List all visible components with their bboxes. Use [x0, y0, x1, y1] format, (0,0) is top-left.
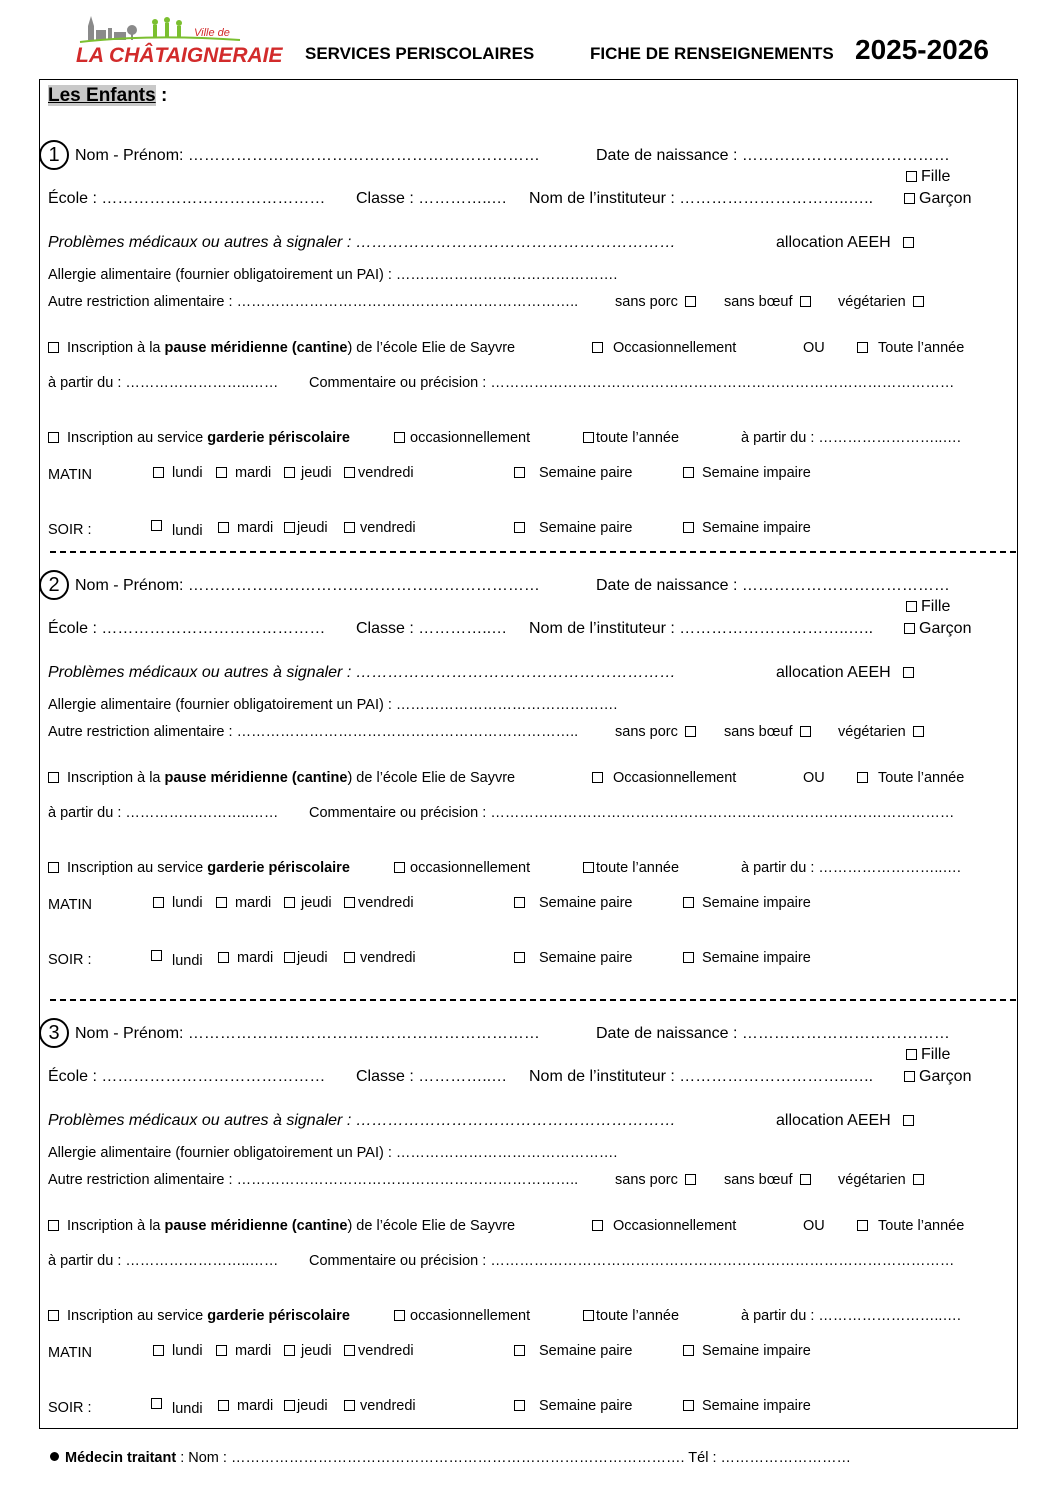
soir-lundi-label: lundi — [172, 953, 203, 969]
sans-boeuf-label: sans bœuf — [724, 724, 793, 740]
garcon-checkbox[interactable] — [904, 1071, 915, 1082]
garderie-toute-annee-option[interactable] — [583, 1308, 679, 1324]
matin-mardi-option[interactable] — [216, 1343, 271, 1359]
cantine-pre: Inscription à la — [67, 770, 165, 786]
town-logo — [70, 14, 283, 70]
cantine-occasionnel-checkbox[interactable] — [592, 342, 603, 353]
garcon-checkbox[interactable] — [904, 193, 915, 204]
matin-lundi-option[interactable] — [153, 465, 203, 481]
section-title-text: Les Enfants — [48, 85, 156, 106]
soir-semaine-paire-label: Semaine paire — [539, 1398, 633, 1414]
soir-mardi-label: mardi — [237, 1398, 274, 1414]
soir-vendredi-label: vendredi — [360, 1398, 416, 1414]
date-naissance-field[interactable]: Date de naissance : ………………………………… — [596, 147, 950, 164]
vegetarien-option[interactable] — [838, 294, 928, 310]
garderie-toute-annee-checkbox[interactable] — [583, 432, 594, 443]
cantine-bold: pause méridienne (cantine — [164, 770, 348, 786]
matin-semaine-impaire-label: Semaine impaire — [702, 895, 811, 911]
garderie-pre: Inscription au service — [67, 860, 208, 876]
medecin-fields[interactable]: : Nom : …………………………………………………………………………………. Tél : ……………………… — [176, 1450, 851, 1466]
aeeh-option[interactable] — [776, 1112, 918, 1130]
matin-semaine-impaire-option[interactable] — [683, 895, 811, 911]
garderie-occasionnel-label: occasionnellement — [410, 1308, 531, 1324]
cantine-checkbox[interactable] — [48, 1220, 59, 1231]
soir-jeudi-checkbox[interactable] — [284, 1400, 295, 1411]
child-number: 3 — [39, 1018, 69, 1048]
sans-porc-label: sans porc — [615, 294, 678, 310]
matin-semaine-paire-checkbox[interactable] — [514, 1345, 525, 1356]
commentaire-field[interactable]: Commentaire ou précision : …………………………………………………………………………………… — [309, 375, 955, 391]
fille-option[interactable] — [906, 1046, 950, 1064]
matin-jeudi-label: jeudi — [301, 465, 332, 481]
matin-lundi-checkbox[interactable] — [153, 1345, 164, 1356]
vegetarien-checkbox[interactable] — [913, 1174, 924, 1185]
matin-vendredi-option[interactable] — [344, 465, 414, 481]
soir-semaine-impaire-option[interactable] — [683, 950, 811, 966]
soir-jeudi-label: jeudi — [297, 950, 328, 966]
sans-boeuf-option[interactable] — [724, 294, 815, 310]
garderie-toute-annee-label: toute l’année — [596, 1308, 680, 1324]
logo-town-name: LA CHÂTAIGNERAIE — [76, 44, 283, 67]
soir-vendredi-option[interactable] — [344, 1398, 416, 1414]
garderie-option[interactable] — [48, 430, 350, 446]
soir-semaine-impaire-checkbox[interactable] — [683, 952, 694, 963]
cantine-post: ) de l’école Elie de Sayvre — [347, 340, 516, 356]
matin-semaine-paire-checkbox[interactable] — [514, 897, 525, 908]
cantine-a-partir-field[interactable]: à partir du : ……………………..…… — [48, 805, 279, 821]
garderie-a-partir-field[interactable]: à partir du : ……………………..…. — [741, 430, 961, 446]
ou-label: OU — [803, 340, 825, 356]
matin-semaine-paire-option[interactable] — [514, 465, 633, 481]
cantine-occasionnel-label: Occasionnellement — [613, 340, 737, 356]
matin-label: MATIN — [48, 1345, 93, 1361]
aeeh-option[interactable] — [776, 234, 918, 252]
sans-porc-checkbox[interactable] — [685, 1174, 696, 1185]
garderie-occasionnel-option[interactable] — [394, 430, 530, 446]
garderie-occasionnel-option[interactable] — [394, 860, 530, 876]
soir-lundi-option[interactable] — [151, 1398, 203, 1417]
sans-boeuf-checkbox[interactable] — [800, 726, 811, 737]
cantine-occasionnel-checkbox[interactable] — [592, 772, 603, 783]
medical-field[interactable]: Problèmes médicaux ou autres à signaler : …………………………………………………… — [48, 664, 676, 681]
cantine-occasionnel-label: Occasionnellement — [613, 770, 737, 786]
garderie-occasionnel-checkbox[interactable] — [394, 1310, 405, 1321]
fille-label: Fille — [921, 1046, 951, 1063]
vegetarien-checkbox[interactable] — [913, 726, 924, 737]
soir-vendredi-label: vendredi — [360, 520, 416, 536]
sans-porc-option[interactable] — [615, 1172, 700, 1188]
cantine-toute-annee-option[interactable] — [857, 770, 964, 786]
garderie-option[interactable] — [48, 860, 350, 876]
garcon-option[interactable] — [904, 1068, 971, 1086]
sans-porc-label: sans porc — [615, 1172, 678, 1188]
sans-boeuf-checkbox[interactable] — [800, 1174, 811, 1185]
soir-vendredi-checkbox[interactable] — [344, 952, 355, 963]
instituteur-field[interactable]: Nom de l’instituteur : …………………………..….. — [529, 1068, 874, 1085]
fille-label: Fille — [921, 168, 951, 185]
date-naissance-field[interactable]: Date de naissance : ………………………………… — [596, 577, 950, 594]
restriction-field[interactable]: Autre restriction alimentaire : …………………………………………………………….. — [48, 724, 579, 740]
sans-porc-checkbox[interactable] — [685, 296, 696, 307]
child-number: 2 — [39, 570, 69, 600]
matin-label: MATIN — [48, 467, 93, 483]
cantine-occasionnel-option[interactable] — [592, 770, 736, 786]
cantine-checkbox[interactable] — [48, 342, 59, 353]
cantine-option[interactable] — [48, 340, 515, 356]
cantine-pre: Inscription à la — [67, 340, 165, 356]
garderie-checkbox[interactable] — [48, 862, 59, 873]
matin-lundi-label: lundi — [172, 1343, 203, 1359]
matin-lundi-option[interactable] — [153, 1343, 203, 1359]
garderie-toute-annee-checkbox[interactable] — [583, 862, 594, 873]
cantine-option[interactable] — [48, 1218, 515, 1234]
matin-semaine-impaire-option[interactable] — [683, 1343, 811, 1359]
section-title-colon: : — [155, 85, 168, 106]
vegetarien-label: végétarien — [838, 724, 906, 740]
nom-prenom-field[interactable]: Nom - Prénom: ………………………………………………………… — [75, 1025, 540, 1042]
soir-label: SOIR : — [48, 522, 92, 538]
cantine-toute-annee-option[interactable] — [857, 1218, 964, 1234]
vegetarien-label: végétarien — [838, 1172, 906, 1188]
matin-lundi-label: lundi — [172, 465, 203, 481]
vegetarien-option[interactable] — [838, 724, 928, 740]
instituteur-field[interactable]: Nom de l’instituteur : …………………………..….. — [529, 620, 874, 637]
allergie-field[interactable]: Allergie alimentaire (fournier obligatoirement un PAI) : ………………………………………. — [48, 697, 618, 713]
medecin-label: Médecin traitant — [65, 1450, 177, 1466]
cantine-toute-annee-option[interactable] — [857, 340, 964, 356]
header-services: SERVICES PERISCOLAIRES — [305, 44, 535, 63]
garcon-checkbox[interactable] — [904, 623, 915, 634]
matin-semaine-impaire-option[interactable] — [683, 465, 811, 481]
cantine-toute-annee-checkbox[interactable] — [857, 772, 868, 783]
cantine-a-partir-field[interactable]: à partir du : ……………………..…… — [48, 1253, 279, 1269]
cantine-toute-annee-checkbox[interactable] — [857, 342, 868, 353]
cantine-occasionnel-checkbox[interactable] — [592, 1220, 603, 1231]
soir-semaine-paire-checkbox[interactable] — [514, 1400, 525, 1411]
commentaire-field[interactable]: Commentaire ou précision : …………………………………………………………………………………… — [309, 1253, 955, 1269]
vegetarien-option[interactable] — [838, 1172, 928, 1188]
soir-vendredi-label: vendredi — [360, 950, 416, 966]
garderie-toute-annee-checkbox[interactable] — [583, 1310, 594, 1321]
matin-mardi-label: mardi — [235, 465, 272, 481]
matin-mardi-option[interactable] — [216, 465, 271, 481]
soir-semaine-impaire-option[interactable] — [683, 1398, 811, 1414]
fille-checkbox[interactable] — [906, 1049, 917, 1060]
soir-jeudi-label: jeudi — [297, 520, 328, 536]
garderie-bold: garderie périscolaire — [207, 1308, 350, 1324]
fille-option[interactable] — [906, 168, 950, 186]
ecole-field[interactable]: École : …………………………………… — [48, 620, 326, 637]
nom-prenom-field[interactable]: Nom - Prénom: ………………………………………………………… — [75, 577, 540, 594]
matin-vendredi-label: vendredi — [358, 895, 414, 911]
garderie-toute-annee-option[interactable] — [583, 860, 679, 876]
aeeh-checkbox[interactable] — [903, 1115, 914, 1126]
soir-mardi-label: mardi — [237, 520, 274, 536]
classe-field[interactable]: Classe : …………..… — [356, 190, 508, 207]
matin-jeudi-checkbox[interactable] — [284, 1345, 295, 1356]
soir-vendredi-option[interactable] — [344, 950, 416, 966]
ecole-field[interactable]: École : …………………………………… — [48, 190, 326, 207]
cantine-toute-annee-label: Toute l’année — [878, 770, 965, 786]
nom-prenom-field[interactable]: Nom - Prénom: ………………………………………………………… — [75, 147, 540, 164]
soir-semaine-paire-checkbox[interactable] — [514, 952, 525, 963]
garderie-occasionnel-label: occasionnellement — [410, 430, 531, 446]
garderie-toute-annee-option[interactable] — [583, 430, 679, 446]
garcon-label: Garçon — [919, 190, 972, 207]
matin-lundi-option[interactable] — [153, 895, 203, 911]
child-block — [0, 967, 1058, 1417]
cantine-checkbox[interactable] — [48, 772, 59, 783]
garderie-toute-annee-label: toute l’année — [596, 430, 680, 446]
garderie-occasionnel-option[interactable] — [394, 1308, 530, 1324]
soir-jeudi-checkbox[interactable] — [284, 952, 295, 963]
matin-jeudi-checkbox[interactable] — [284, 897, 295, 908]
matin-mardi-checkbox[interactable] — [216, 1345, 227, 1356]
garderie-pre: Inscription au service — [67, 430, 208, 446]
matin-jeudi-label: jeudi — [301, 1343, 332, 1359]
soir-mardi-checkbox[interactable] — [218, 952, 229, 963]
matin-semaine-paire-option[interactable] — [514, 1343, 633, 1359]
soir-label: SOIR : — [48, 952, 92, 968]
medical-field[interactable]: Problèmes médicaux ou autres à signaler : …………………………………………………… — [48, 1112, 676, 1129]
ou-label: OU — [803, 1218, 825, 1234]
garcon-label: Garçon — [919, 1068, 972, 1085]
matin-mardi-checkbox[interactable] — [216, 897, 227, 908]
garderie-occasionnel-label: occasionnellement — [410, 860, 531, 876]
soir-vendredi-checkbox[interactable] — [344, 1400, 355, 1411]
fille-label: Fille — [921, 598, 951, 615]
soir-label: SOIR : — [48, 1400, 92, 1416]
classe-field[interactable]: Classe : …………..… — [356, 1068, 508, 1085]
matin-vendredi-label: vendredi — [358, 465, 414, 481]
soir-jeudi-option[interactable] — [284, 1398, 328, 1414]
soir-semaine-paire-option[interactable] — [514, 950, 633, 966]
medecin-line — [50, 1450, 851, 1466]
aeeh-label: allocation AEEH — [776, 664, 891, 681]
garcon-label: Garçon — [919, 620, 972, 637]
soir-jeudi-label: jeudi — [297, 1398, 328, 1414]
garderie-occasionnel-checkbox[interactable] — [394, 862, 405, 873]
cantine-toute-annee-label: Toute l’année — [878, 340, 965, 356]
sans-boeuf-checkbox[interactable] — [800, 296, 811, 307]
child-block — [0, 89, 1058, 539]
fille-checkbox[interactable] — [906, 171, 917, 182]
matin-semaine-impaire-checkbox[interactable] — [683, 467, 694, 478]
garderie-a-partir-field[interactable]: à partir du : ……………………..…. — [741, 1308, 961, 1324]
matin-mardi-checkbox[interactable] — [216, 467, 227, 478]
garderie-occasionnel-checkbox[interactable] — [394, 432, 405, 443]
sans-boeuf-option[interactable] — [724, 724, 815, 740]
garcon-option[interactable] — [904, 620, 971, 638]
allergie-field[interactable]: Allergie alimentaire (fournier obligatoirement un PAI) : ………………………………………. — [48, 1145, 618, 1161]
soir-lundi-label: lundi — [172, 523, 203, 539]
aeeh-label: allocation AEEH — [776, 1112, 891, 1129]
ecole-field[interactable]: École : …………………………………… — [48, 1068, 326, 1085]
cantine-option[interactable] — [48, 770, 515, 786]
soir-semaine-paire-option[interactable] — [514, 1398, 633, 1414]
matin-mardi-label: mardi — [235, 1343, 272, 1359]
soir-semaine-paire-label: Semaine paire — [539, 950, 633, 966]
header-fiche: FICHE DE RENSEIGNEMENTS — [590, 44, 834, 63]
instituteur-field[interactable]: Nom de l’instituteur : …………………………..….. — [529, 190, 874, 207]
garderie-checkbox[interactable] — [48, 1310, 59, 1321]
soir-mardi-label: mardi — [237, 950, 274, 966]
sans-boeuf-option[interactable] — [724, 1172, 815, 1188]
matin-mardi-label: mardi — [235, 895, 272, 911]
matin-mardi-option[interactable] — [216, 895, 271, 911]
cantine-bold: pause méridienne (cantine — [164, 340, 348, 356]
cantine-occasionnel-option[interactable] — [592, 1218, 736, 1234]
sans-boeuf-label: sans bœuf — [724, 1172, 793, 1188]
soir-semaine-impaire-label: Semaine impaire — [702, 520, 811, 536]
child-block — [0, 519, 1058, 969]
cantine-bold: pause méridienne (cantine — [164, 1218, 348, 1234]
matin-jeudi-checkbox[interactable] — [284, 467, 295, 478]
matin-vendredi-label: vendredi — [358, 1343, 414, 1359]
sans-porc-option[interactable] — [615, 294, 700, 310]
aeeh-checkbox[interactable] — [903, 237, 914, 248]
aeeh-option[interactable] — [776, 664, 918, 682]
garderie-toute-annee-label: toute l’année — [596, 860, 680, 876]
matin-semaine-impaire-checkbox[interactable] — [683, 1345, 694, 1356]
garcon-option[interactable] — [904, 190, 971, 208]
garderie-bold: garderie périscolaire — [207, 430, 350, 446]
garderie-bold: garderie périscolaire — [207, 860, 350, 876]
soir-lundi-label: lundi — [172, 1401, 203, 1417]
town-logo-graphic — [70, 14, 283, 70]
vegetarien-label: végétarien — [838, 294, 906, 310]
header-year: 2025-2026 — [855, 34, 989, 65]
matin-jeudi-option[interactable] — [284, 1343, 332, 1359]
matin-vendredi-option[interactable] — [344, 895, 414, 911]
matin-label: MATIN — [48, 897, 93, 913]
soir-lundi-checkbox[interactable] — [151, 1398, 162, 1409]
matin-lundi-checkbox[interactable] — [153, 467, 164, 478]
soir-semaine-paire-label: Semaine paire — [539, 520, 633, 536]
restriction-field[interactable]: Autre restriction alimentaire : …………………………………………………………….. — [48, 294, 579, 310]
soir-mardi-option[interactable] — [218, 950, 273, 966]
ou-label: OU — [803, 770, 825, 786]
commentaire-field[interactable]: Commentaire ou précision : …………………………………………………………………………………… — [309, 805, 955, 821]
matin-semaine-impaire-label: Semaine impaire — [702, 1343, 811, 1359]
sans-porc-label: sans porc — [615, 724, 678, 740]
garderie-a-partir-field[interactable]: à partir du : ……………………..…. — [741, 860, 961, 876]
matin-semaine-impaire-label: Semaine impaire — [702, 465, 811, 481]
cantine-toute-annee-checkbox[interactable] — [857, 1220, 868, 1231]
cantine-post: ) de l’école Elie de Sayvre — [347, 770, 516, 786]
matin-semaine-paire-label: Semaine paire — [539, 895, 633, 911]
garderie-pre: Inscription au service — [67, 1308, 208, 1324]
matin-jeudi-label: jeudi — [301, 895, 332, 911]
matin-semaine-paire-option[interactable] — [514, 895, 633, 911]
matin-jeudi-option[interactable] — [284, 465, 332, 481]
sans-porc-checkbox[interactable] — [685, 726, 696, 737]
allergie-field[interactable]: Allergie alimentaire (fournier obligatoirement un PAI) : ………………………………………. — [48, 267, 618, 283]
child-number: 1 — [39, 140, 69, 170]
matin-semaine-paire-label: Semaine paire — [539, 1343, 633, 1359]
soir-mardi-checkbox[interactable] — [218, 1400, 229, 1411]
cantine-post: ) de l’école Elie de Sayvre — [347, 1218, 516, 1234]
matin-semaine-paire-checkbox[interactable] — [514, 467, 525, 478]
matin-vendredi-checkbox[interactable] — [344, 897, 355, 908]
matin-semaine-impaire-checkbox[interactable] — [683, 897, 694, 908]
restriction-field[interactable]: Autre restriction alimentaire : …………………………………………………………….. — [48, 1172, 579, 1188]
matin-vendredi-checkbox[interactable] — [344, 467, 355, 478]
cantine-a-partir-field[interactable]: à partir du : ……………………..…… — [48, 375, 279, 391]
cantine-occasionnel-option[interactable] — [592, 340, 736, 356]
date-naissance-field[interactable]: Date de naissance : ………………………………… — [596, 1025, 950, 1042]
fille-checkbox[interactable] — [906, 601, 917, 612]
cantine-toute-annee-label: Toute l’année — [878, 1218, 965, 1234]
soir-semaine-impaire-checkbox[interactable] — [683, 1400, 694, 1411]
sans-boeuf-label: sans bœuf — [724, 294, 793, 310]
aeeh-label: allocation AEEH — [776, 234, 891, 251]
classe-field[interactable]: Classe : …………..… — [356, 620, 508, 637]
matin-lundi-label: lundi — [172, 895, 203, 911]
soir-lundi-checkbox[interactable] — [151, 950, 162, 961]
cantine-occasionnel-label: Occasionnellement — [613, 1218, 737, 1234]
matin-jeudi-option[interactable] — [284, 895, 332, 911]
soir-jeudi-option[interactable] — [284, 950, 328, 966]
medical-field[interactable]: Problèmes médicaux ou autres à signaler : …………………………………………………… — [48, 234, 676, 251]
matin-lundi-checkbox[interactable] — [153, 897, 164, 908]
bullet-icon — [50, 1452, 59, 1461]
cantine-pre: Inscription à la — [67, 1218, 165, 1234]
vegetarien-checkbox[interactable] — [913, 296, 924, 307]
matin-semaine-paire-label: Semaine paire — [539, 465, 633, 481]
garderie-option[interactable] — [48, 1308, 350, 1324]
soir-semaine-impaire-label: Semaine impaire — [702, 1398, 811, 1414]
aeeh-checkbox[interactable] — [903, 667, 914, 678]
soir-semaine-impaire-label: Semaine impaire — [702, 950, 811, 966]
soir-mardi-option[interactable] — [218, 1398, 273, 1414]
garderie-checkbox[interactable] — [48, 432, 59, 443]
fille-option[interactable] — [906, 598, 950, 616]
matin-vendredi-checkbox[interactable] — [344, 1345, 355, 1356]
sans-porc-option[interactable] — [615, 724, 700, 740]
logo-ville-de: Ville de — [194, 27, 230, 39]
matin-vendredi-option[interactable] — [344, 1343, 414, 1359]
